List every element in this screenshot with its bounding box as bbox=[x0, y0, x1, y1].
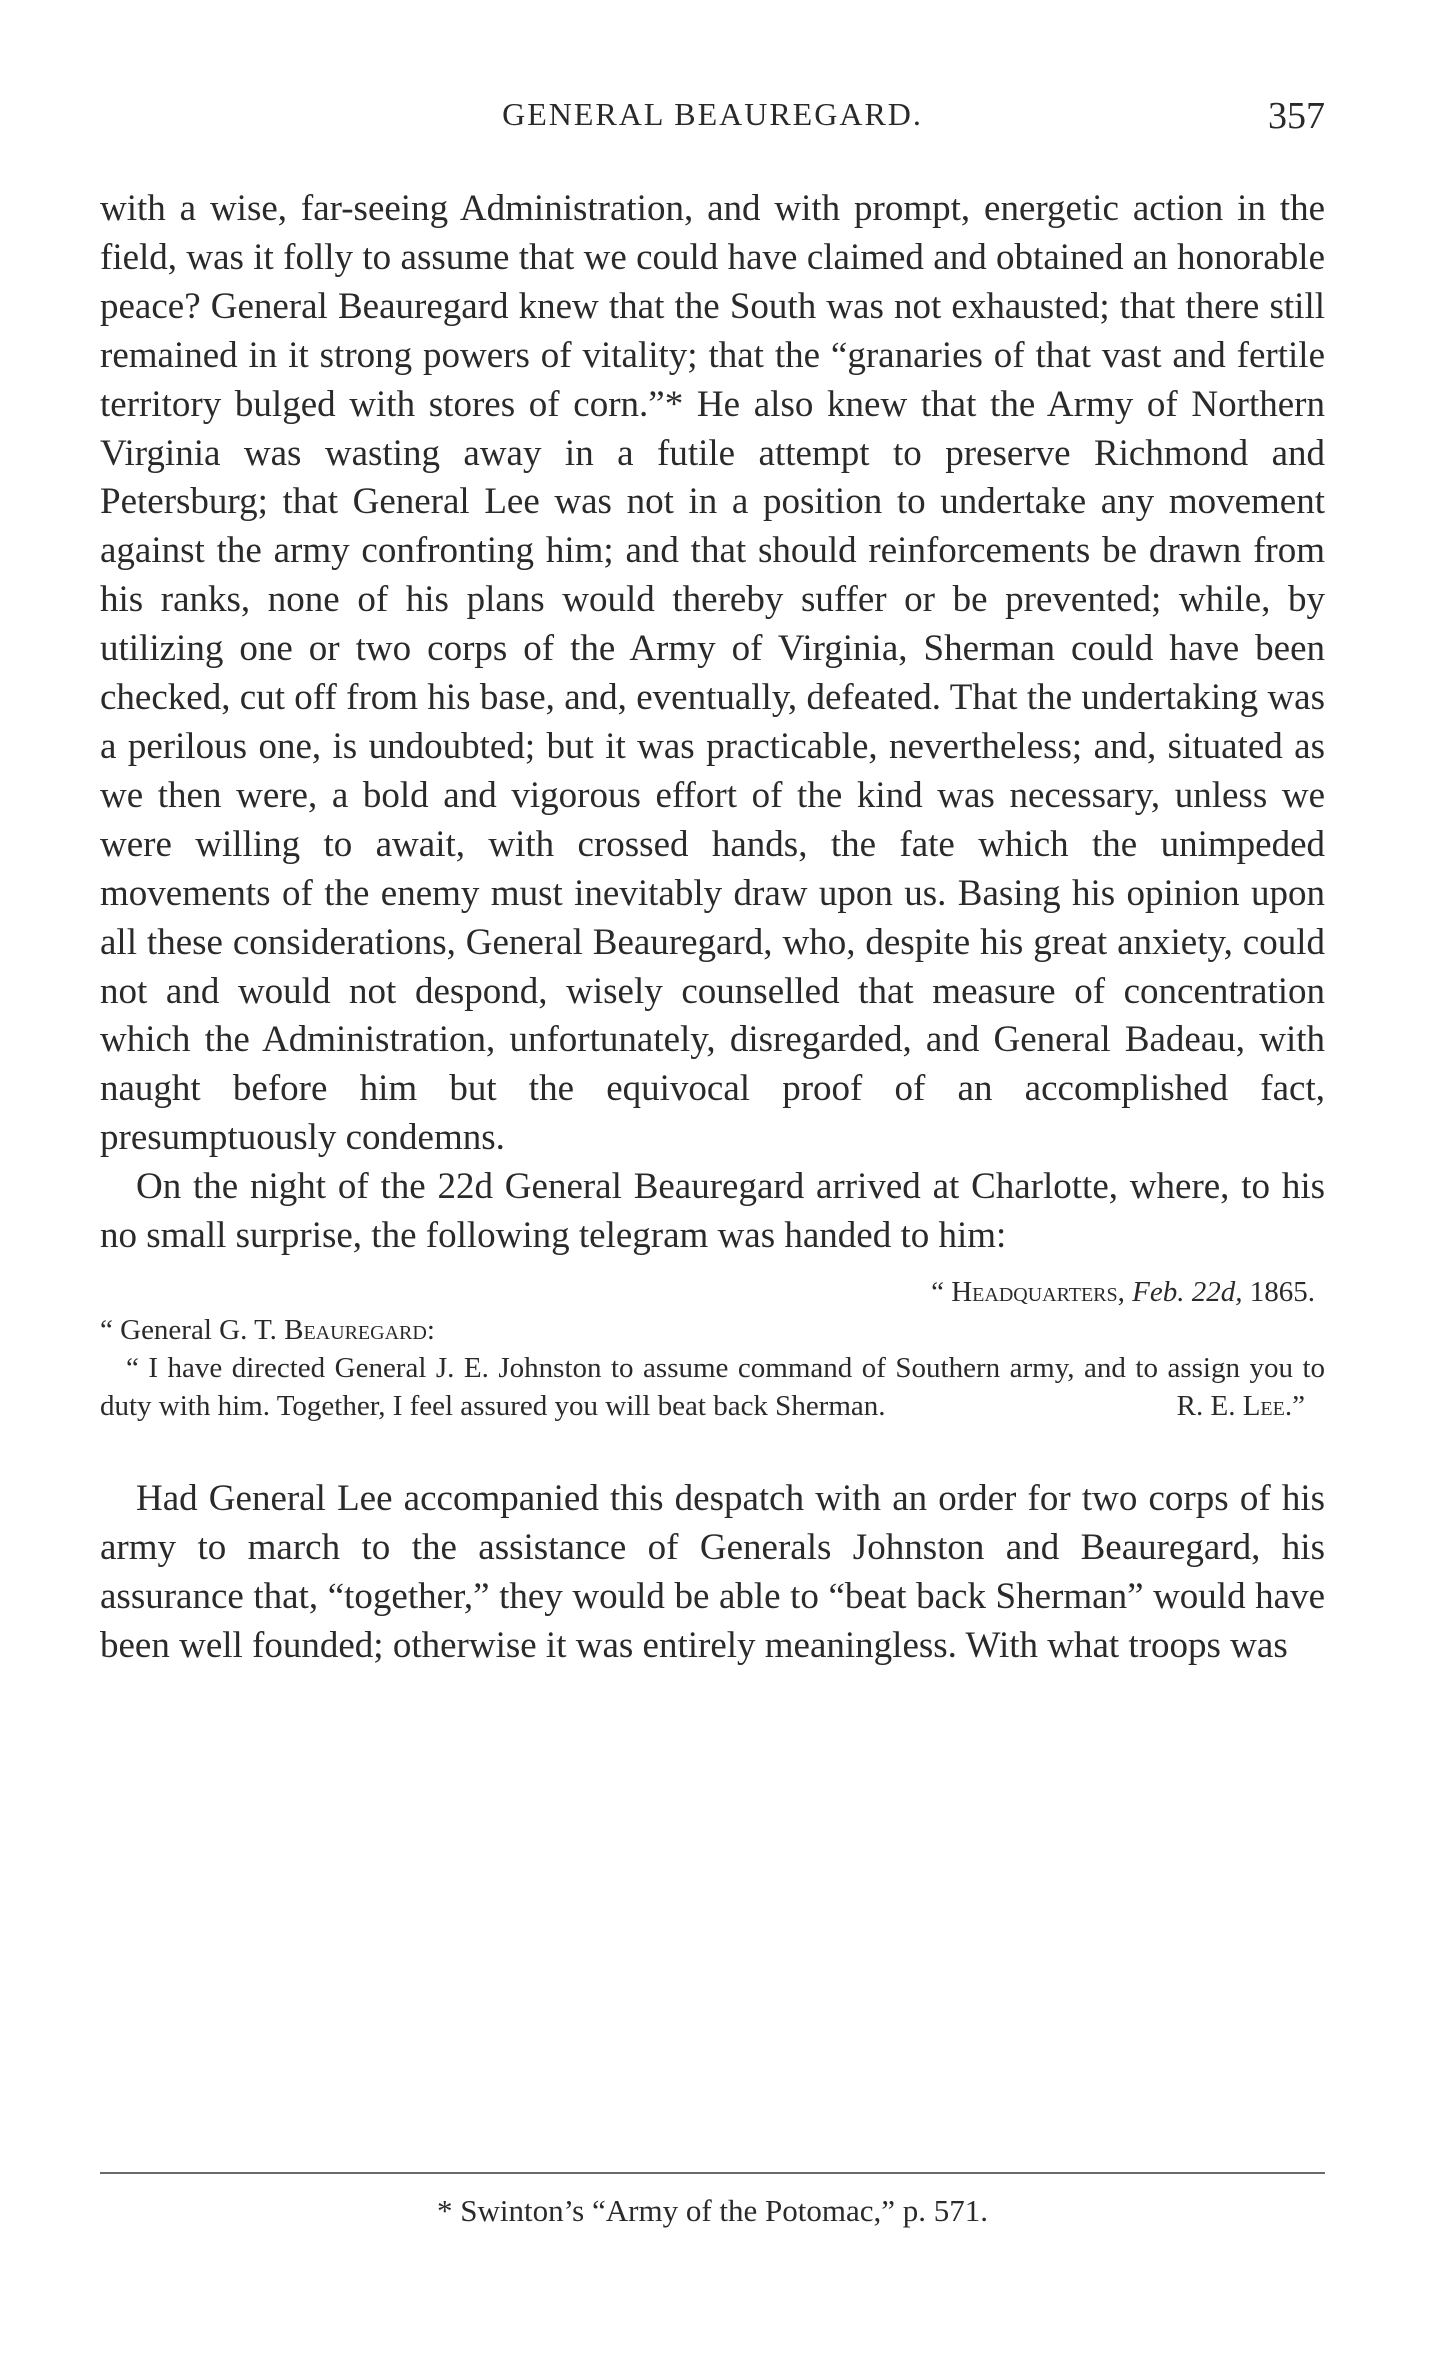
dateline-date: Feb. 22d, bbox=[1132, 1275, 1243, 1308]
paragraph-3: Had General Lee accompanied this despatch with an order for two corps of his army to march to the assistance of Generals Johnston and Beauregard, his assurance that, “together,” they would be able to “beat back Sherman” would have been well founded; otherwise it was entirely meaningless. With what troops was bbox=[100, 1477, 1325, 1666]
running-head bbox=[100, 96, 1325, 146]
telegram-dateline bbox=[100, 1273, 1325, 1311]
signature-name: Lee bbox=[1242, 1389, 1285, 1422]
paragraph-2: On the night of the 22d General Beauregard arrived at Charlotte, where, to his no small surprise, the following telegram was handed to him: bbox=[100, 1166, 1325, 1257]
dateline-prefix: “ bbox=[931, 1275, 952, 1308]
footnote: * Swinton’s “Army of the Potomac,” p. 571. bbox=[436, 2193, 989, 2228]
signature-suffix: .” bbox=[1284, 1389, 1305, 1422]
dateline-place: Headquarters, bbox=[951, 1275, 1125, 1308]
paragraph-1: with a wise, far-seeing Administration, and with prompt, energetic action in the field, was it folly to assume that we could have claimed and obtained an honorable peace? General Beauregard knew that the South was not exhausted; that there still remained in it strong powers of vitality; that the “granaries of that vast and fertile territory bulged with stores of corn.”* He also knew that the Army of Northern Virginia was wasting away in a futile attempt to preserve Richmond and Petersburg; that General Lee was not in a position to undertake any movement against the army confronting him; and that should reinforcements be drawn from his ranks, none of his plans would thereby suffer or be prevented; while, by utilizing one or two corps of the Army of Virginia, Sherman could have been checked, cut off from his base, and, eventually, defeated. That the undertaking was a perilous one, is undoubted; but it was practicable, nevertheless; and, situated as we then were, a bold and vigorous effort of the kind was necessary, unless we were willing to await, with crossed hands, the fate which the unimpeded movements of the enemy must inevitably draw upon us. Basing his opinion upon all these considerations, General Beauregard, who, despite his great anxiety, could not and would not despond, wisely counselled that measure of concentration which the Administration, unfortunately, disregarded, and General Badeau, with naught before him but the equivocal proof of an accomplished fact, presumptuously condemns. bbox=[100, 188, 1325, 1159]
telegram bbox=[100, 1273, 1325, 1425]
salutation-prefix: “ General G. T. bbox=[100, 1313, 285, 1346]
running-title: GENERAL BEAUREGARD. bbox=[502, 96, 923, 132]
salutation-suffix: : bbox=[426, 1313, 435, 1346]
signature-prefix: R. E. bbox=[1176, 1389, 1243, 1422]
footnote-divider bbox=[100, 2172, 1325, 2174]
page-number: 357 bbox=[1268, 95, 1325, 137]
telegram-salutation bbox=[100, 1311, 1325, 1349]
telegram-body: “ I have directed General J. E. Johnston to assume command of Southern army, and to assign you to duty with him. Together, I feel assured you will beat back Sherman. bbox=[100, 1351, 1325, 1422]
salutation-name: Beauregard bbox=[284, 1313, 427, 1346]
body-text bbox=[100, 185, 1325, 1671]
dateline-year: 1865. bbox=[1242, 1275, 1315, 1308]
